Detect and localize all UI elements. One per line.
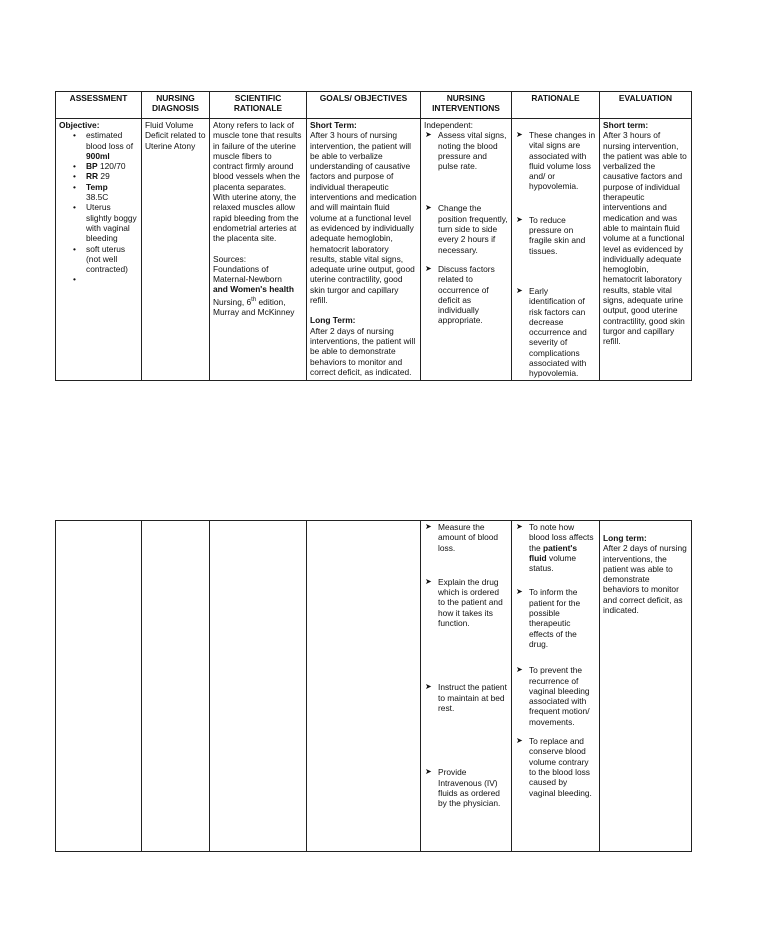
header-assessment: ASSESSMENT: [56, 92, 142, 119]
arrow-bullet-icon: ➤: [516, 214, 523, 224]
table-row: [56, 521, 692, 852]
evaluation-cell: [600, 521, 692, 852]
empty-cell: [210, 521, 307, 852]
list-item: ➤ Discuss factors related to occurrence of deficit as individually appropriate.: [425, 263, 495, 326]
scientific-rationale-cell: [210, 119, 307, 381]
arrow-bullet-icon: ➤: [516, 130, 523, 139]
evaluation-text: After 2 days of nursing interventions, the patient was able to demonstrate behaviors to monitor and correct deficit, as indicated.: [603, 543, 687, 616]
header-nursing-interventions: NURSING INTERVENTIONS: [421, 92, 512, 119]
care-plan-table-page-2: [55, 520, 692, 852]
goals-cell: [307, 119, 421, 381]
list-item: ➤ To reduce pressure on fragile skin and tissues.: [516, 214, 586, 256]
short-term-label: Short term:: [603, 120, 649, 130]
arrow-bullet-icon: ➤: [425, 263, 432, 273]
arrow-bullet-icon: ➤: [425, 203, 432, 213]
short-term-label: Short Term:: [310, 120, 357, 130]
source-line: Foundations of Maternal-Newborn: [213, 263, 282, 285]
empty-cell: [307, 521, 421, 852]
empty-cell: [142, 521, 210, 852]
list-item: • estimated blood loss of 900ml: [86, 130, 138, 161]
list-item: ➤ Assess vital signs, noting the blood pressure and pulse rate.: [425, 130, 507, 172]
list-item: ➤ To prevent the recurrence of vaginal bleeding associated with frequent motion/ movements.: [516, 665, 590, 727]
list-item: • soft uterus (not well contracted): [86, 244, 138, 275]
independent-label: Independent:: [424, 120, 473, 130]
list-item: ➤ To replace and conserve blood volume contrary to the blood loss caused by vaginal bleeding.: [516, 736, 592, 798]
interventions-cell: [421, 521, 512, 852]
rationale-text: Atony refers to lack of muscle tone that results in failure of the uterine muscle fibers to contract firmly around blood vessels when the placenta separates. With uterine atony, the relaxed muscles allow rapid bleeding from the endometrial arteries at the placenta site.: [213, 120, 302, 244]
sources-label: Sources:: [213, 253, 247, 264]
arrow-bullet-icon: ➤: [425, 682, 432, 692]
list-item: • RR 29: [86, 171, 138, 181]
list-item: ➤ To inform the patient for the possible therapeutic effects of the drug.: [516, 587, 581, 649]
source-citation: and Women's health Nursing, 6th edition, Murray and McKinney: [213, 284, 295, 317]
header-rationale: RATIONALE: [512, 92, 600, 119]
rationale-cell: [512, 521, 600, 852]
arrow-bullet-icon: ➤: [425, 767, 432, 777]
header-row: [56, 92, 692, 119]
interventions-cell: [421, 119, 512, 381]
list-item: ➤ Change the position frequently, turn side to side every 2 hours if necessary.: [425, 203, 508, 255]
header-nursing-diagnosis: NURSING DIAGNOSIS: [142, 92, 210, 119]
evaluation-text: After 3 hours of nursing intervention, the patient was able to verbalized the causative factors and purpose of individual therapeutic interventions and medication and was able to maintain fluid volume at a functional level as evidenced by individually adequate hemoglobin, hematocrit laboratory results, stable vital signs, adequate urine output, good uterine contractility, good skin turgor and capillary refill.: [603, 130, 687, 347]
assessment-cell: [56, 119, 142, 381]
list-item: ➤ Explain the drug which is ordered to the patient and how it takes its function.: [425, 576, 503, 629]
list-item: [86, 274, 138, 284]
care-plan-table-page-1: [55, 91, 692, 381]
header-goals-objectives: GOALS/ OBJECTIVES: [307, 92, 421, 119]
list-item: • Uterus slightly boggy with vaginal bleeding: [86, 202, 138, 243]
diagnosis-cell: Fluid Volume Deficit related to Uterine Atony: [142, 119, 210, 381]
arrow-bullet-icon: ➤: [425, 522, 432, 531]
long-term-label: Long Term:: [310, 315, 356, 326]
list-item: ➤ Instruct the patient to maintain at bed rest.: [425, 682, 507, 713]
long-term-label: Long term:: [603, 533, 647, 543]
table-row: [56, 119, 692, 381]
arrow-bullet-icon: ➤: [516, 736, 523, 746]
evaluation-cell: [600, 119, 692, 381]
list-item: ➤ These changes in vital signs are associated with fluid volume loss and/ or hypovolemia.: [516, 130, 596, 192]
header-scientific-rationale: SCIENTIFIC RATIONALE: [210, 92, 307, 119]
arrow-bullet-icon: ➤: [516, 665, 523, 675]
long-term-text: After 2 days of nursing interventions, the patient will be able to demonstrate behaviors to monitor and correct deficit, as indicated.: [310, 325, 416, 377]
list-item: ➤ Provide Intravenous (IV) fluids as ordered by the physician.: [425, 767, 501, 809]
arrow-bullet-icon: ➤: [425, 130, 432, 140]
rationale-cell: [512, 119, 600, 381]
arrow-bullet-icon: ➤: [516, 587, 523, 597]
assessment-list: [59, 130, 138, 284]
empty-cell: [56, 521, 142, 852]
arrow-bullet-icon: ➤: [425, 576, 432, 586]
list-item: ➤ Measure the amount of blood loss.: [425, 522, 499, 553]
list-item: ➤ Early identification of risk factors can decrease occurrence and severity of complications associated with hypovolemia.: [516, 285, 587, 379]
arrow-bullet-icon: ➤: [516, 285, 523, 295]
list-item: • BP 120/70: [86, 161, 138, 171]
list-item: ➤ To note how blood loss affects the patient's fluid volume status.: [516, 522, 594, 574]
arrow-bullet-icon: ➤: [516, 522, 523, 531]
list-item: • Temp 38.5C: [86, 182, 138, 203]
header-evaluation: EVALUATION: [600, 92, 692, 119]
short-term-text: After 3 hours of nursing intervention, the patient will be able to verbalize understanding of causative factors and purpose of individual therapeutic interventions and medication and will maintain fluid volume at a functional level as evidenced by individually adequate hemoglobin, hematocrit laboratory results, stable vital signs, adequate urine output, good uterine contractility, good skin turgor and capillary refill.: [310, 130, 417, 306]
objective-heading: Objective:: [59, 120, 100, 130]
